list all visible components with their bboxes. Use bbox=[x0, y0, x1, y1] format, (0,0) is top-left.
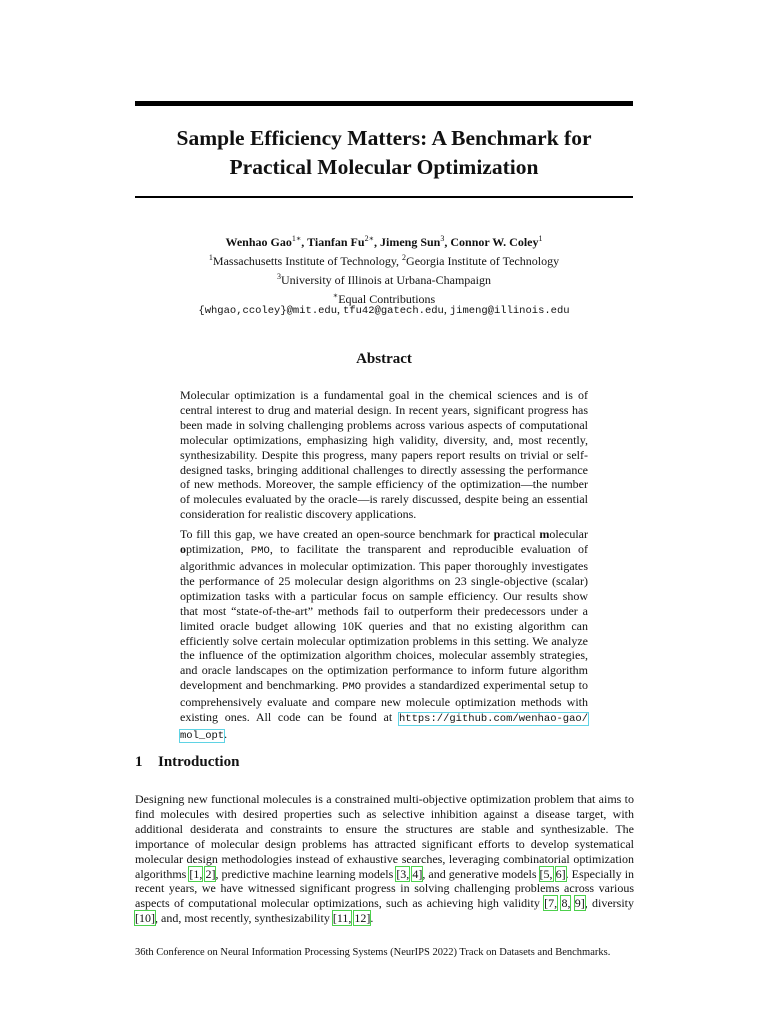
acronym-letter-p: p bbox=[493, 527, 501, 542]
citation-link[interactable]: 12] bbox=[354, 911, 371, 926]
title-top-rule bbox=[135, 101, 633, 106]
citation-link[interactable]: [1, bbox=[189, 866, 203, 881]
equal-contribution-text: Equal Contributions bbox=[338, 292, 436, 306]
citation-link[interactable]: 4] bbox=[412, 866, 423, 881]
citation-link[interactable]: 6] bbox=[555, 866, 566, 881]
aff2-sup: 2 bbox=[402, 253, 407, 262]
intro-text: , diversity bbox=[584, 896, 635, 911]
author-sep: , bbox=[444, 235, 451, 249]
abstract-text: olecular bbox=[549, 527, 588, 542]
email-sep: , bbox=[443, 302, 450, 316]
author-sep: , bbox=[374, 235, 380, 249]
citation-link[interactable]: [5, bbox=[539, 866, 553, 881]
intro-paragraph bbox=[135, 792, 634, 926]
intro-text: . Especially in recent years, we have witnessed significant progress in solving challenging problems across various aspects of computational molecular optimizations, such as achieving high validity bbox=[135, 866, 635, 911]
author-3-sup: 3 bbox=[440, 234, 445, 243]
affiliation-2: Georgia Institute of Technology bbox=[406, 254, 560, 268]
intro-text: , predictive machine learning models bbox=[215, 866, 397, 881]
email-sep: , bbox=[337, 302, 344, 316]
acronym-letter-m: m bbox=[539, 527, 550, 542]
affiliation-1: Massachusetts Institute of Technology, bbox=[212, 254, 403, 268]
paper-title bbox=[135, 124, 633, 182]
affiliation-line-2 bbox=[135, 269, 633, 288]
aff1-sup: 1 bbox=[208, 253, 213, 262]
abstract-text: . bbox=[224, 726, 228, 741]
abstract-heading: Abstract bbox=[356, 351, 412, 367]
author-4: Connor W. Coley bbox=[450, 235, 539, 249]
author-names bbox=[135, 231, 633, 250]
eq-sup: ∗ bbox=[332, 291, 339, 300]
citation-link[interactable]: 9] bbox=[574, 896, 585, 911]
citation-link[interactable]: [10] bbox=[135, 911, 155, 926]
citation-link[interactable]: 2] bbox=[205, 866, 216, 881]
abstract-body bbox=[180, 388, 588, 749]
aff3-sup: 3 bbox=[277, 272, 282, 281]
intro-text: Designing new functional molecules is a constrained multi-objective optimization problem that aims to find molecules with desired properties such as selective inhibition against a disease target, with additional desiderata and constraints to ensure the structures are stable and synthesizable. The importance of molecular design problems has attracted significant efforts to develop systematical molecular design methodologies instead of exhaustive searches, leveraging combinatorial optimization algorithms bbox=[135, 792, 634, 881]
abstract-text: ptimization, bbox=[186, 542, 251, 557]
introduction-body bbox=[135, 792, 634, 926]
author-1-sup: 1∗ bbox=[291, 234, 302, 243]
author-2: Tianfan Fu bbox=[307, 235, 365, 249]
email-line bbox=[135, 302, 633, 317]
section-number: 1 bbox=[135, 754, 143, 770]
author-sep: , bbox=[301, 235, 308, 249]
author-4-sup: 1 bbox=[538, 234, 543, 243]
abstract-paragraph-1: Molecular optimization is a fundamental goal in the chemical sciences and is of central interest to drug and material design. In recent years, significant progress has been made in solving challenging problems across various aspects of computational molecular optimizations, emphasizing high validity, diversity, and, most recently, synthesizability. Despite this progress, many papers report results on trivial or self-designed tasks, bringing additional challenges to directly assessing the performance of new methods. Moreover, the sample efficiency of the optimization—the number of molecules evaluated by the oracle—is rarely discussed, despite being an essential consideration for realistic discovery applications. bbox=[180, 388, 588, 522]
author-3: Jimeng Sun bbox=[380, 235, 441, 249]
citation-link[interactable]: [11, bbox=[332, 911, 352, 926]
section-heading bbox=[135, 754, 633, 771]
abstract-text: provides a standardized experimental setup to comprehensively evaluate and compare new molecule optimization methods with existing ones. All code can be found at bbox=[180, 678, 589, 725]
github-link-part-1[interactable]: https://github.com/wenhao-gao/ bbox=[398, 713, 588, 726]
abstract-text: ractical bbox=[500, 527, 540, 542]
citation-link[interactable]: [7, bbox=[544, 896, 558, 911]
affiliation-3: University of Illinois at Urbana-Champaign bbox=[281, 273, 491, 287]
pmo-name: PMO bbox=[342, 681, 362, 694]
title-line-1: Sample Efficiency Matters: A Benchmark for bbox=[176, 126, 592, 150]
conference-footnote: 36th Conference on Neural Information Processing Systems (NeurIPS 2022) Track on Datasets and Benchmarks. bbox=[135, 947, 611, 958]
affiliation-line-1 bbox=[135, 250, 633, 269]
title-line-2: Practical Molecular Optimization bbox=[229, 155, 539, 179]
abstract-paragraph-2 bbox=[180, 527, 588, 744]
abstract-text: , to facilitate the transparent and reproducible evaluation of algorithmic advances in molecular optimization. This paper thoroughly investigates the performance of 25 molecular design algorithms on 23 single-objective (scalar) optimization tasks with a particular focus on sample efficiency. Our results show that most “state-of-the-art” methods fail to outperform their predecessors under a limited oracle budget allowing 10K queries and that no existing algorithm can efficiently solve certain molecular optimization problems in this setting. We analyze the influence of the optimization algorithm choices, molecular assembly strategies, and oracle landscapes on the optimization performance to inform future algorithm development and benchmarking. bbox=[180, 542, 588, 693]
citation-link[interactable]: [3, bbox=[396, 866, 410, 881]
citation-link[interactable]: 8, bbox=[561, 896, 571, 911]
intro-text: , and generative models bbox=[422, 866, 540, 881]
author-block bbox=[135, 231, 633, 307]
intro-text: , and, most recently, synthesizability bbox=[155, 911, 333, 926]
email-2[interactable]: tfu42@gatech.edu bbox=[343, 305, 444, 317]
author-2-sup: 2∗ bbox=[364, 234, 374, 243]
acronym-letter-o: o bbox=[180, 542, 186, 557]
author-1: Wenhao Gao bbox=[225, 235, 292, 249]
section-title: Introduction bbox=[158, 754, 240, 770]
pmo-name: PMO bbox=[250, 545, 270, 558]
github-link-part-2[interactable]: mol_opt bbox=[180, 729, 225, 742]
abstract-text: To fill this gap, we have created an open-source benchmark for bbox=[180, 527, 494, 542]
email-3[interactable]: jimeng@illinois.edu bbox=[449, 305, 570, 317]
email-1[interactable]: {whgao,ccoley}@mit.edu bbox=[198, 305, 338, 317]
title-bottom-rule bbox=[135, 196, 633, 198]
intro-text: . bbox=[370, 911, 374, 926]
